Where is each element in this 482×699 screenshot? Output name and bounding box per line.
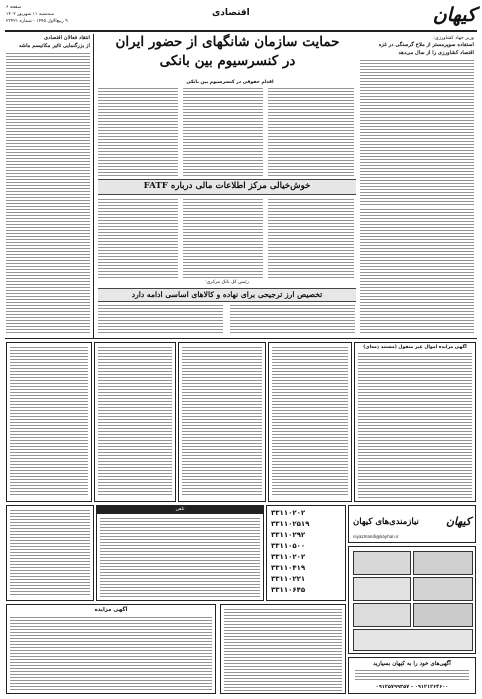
story-3-headline: تخصیص ارز ترجیحی برای نهاده و کالاهای اساسی ادامه دارد [131, 290, 323, 299]
contact-box-phone: ۰۹۱۲۱۲۶۴۶۰۰ - ۰۹۱۲۵۷۹۹۳۵۷ [375, 684, 449, 690]
auction-ad-text [358, 353, 472, 498]
lead-col-1 [98, 88, 178, 176]
contact-box-title: آگهی‌های خود را به کیهان بسپارید [373, 661, 451, 667]
mid-auction-ad [6, 604, 216, 694]
story-2-col-1 [98, 199, 178, 279]
phones-table [96, 505, 264, 601]
niyazmandi-website: niyazmandi@kayhan.ir [353, 534, 399, 539]
story-2-headline: خوش‌خیالی مرکز اطلاعات مالی درباره FATF [143, 181, 311, 191]
mid-auction-text [10, 617, 212, 691]
story-2-col-2 [183, 199, 263, 279]
niyazmandi-logo: کیهان [445, 515, 471, 528]
issue-line: ۹ ربیع‌الاول ۱۴۴۵ - شماره ۲۳۴۲۱ [6, 19, 68, 24]
masthead-logo: کیهان [432, 4, 476, 26]
ad-tile-3 [353, 577, 411, 601]
ad-block-2-text [98, 347, 172, 497]
ad-block-5-text [10, 510, 90, 596]
story-3-kicker: رئیس کل بانک مرکزی: [205, 280, 249, 285]
left-column-divider [93, 34, 94, 338]
phones-header-label: تلفن [175, 507, 185, 512]
ad-block-1-text [10, 347, 88, 497]
ad-tile-6 [413, 603, 473, 627]
niyazmandi-title: نیازمندی‌های کیهان [353, 517, 419, 527]
phone-7: ۳۳۱۱۰۲۲۱ [271, 575, 306, 583]
page-number: صفحه ۶ [6, 5, 22, 10]
lower-ads-left-text [224, 609, 342, 691]
phone-2: ۳۳۱۱۰۲۵۱۹ [271, 520, 310, 528]
ad-block-auction [354, 342, 476, 502]
section-label: اقتصادی [212, 8, 250, 18]
lower-ads-left [220, 604, 346, 694]
ad-tile-7 [353, 629, 473, 651]
phone-1: ۳۳۱۱۰۲۰۲ [271, 509, 306, 517]
ad-tile-2 [413, 551, 473, 575]
phone-number-column [266, 505, 346, 601]
phone-3: ۳۳۱۱۰۲۹۲ [271, 531, 306, 539]
right-column-subhead: اقتصاد کشاورزی را از سال می‌دهد [398, 50, 474, 56]
lead-col-2 [183, 88, 263, 176]
ad-tile-5 [353, 603, 411, 627]
story-3-col-1 [98, 305, 223, 335]
ad-tile-1 [353, 551, 411, 575]
lead-subhead: اقدام حقوقی در کنسرسیوم بین بانکی [186, 80, 274, 85]
story-3-col-2 [230, 305, 355, 335]
ad-block-3 [178, 342, 266, 502]
ad-block-1 [6, 342, 92, 502]
lead-headline-line-2: در کنسرسیوم بین بانکی [159, 53, 296, 69]
phone-6: ۳۳۱۱۰۴۱۹ [271, 564, 306, 572]
phone-4: ۳۳۱۱۰۵۰۰ [271, 542, 306, 550]
ad-block-5 [6, 505, 94, 601]
lead-col-3 [268, 88, 354, 176]
lead-headline-line-1: حمایت سازمان شانگهای از حضور ایران [115, 34, 340, 50]
right-column-headline: استفاده سوپرمستر از ملاخ گرسنگی در غزه [378, 42, 474, 48]
mid-auction-title: آگهی مزایده [94, 607, 128, 613]
ad-block-2 [94, 342, 176, 502]
auction-ad-title: آگهی مزایده اموال غیر منقول (مستند ذمه‌ای) [363, 345, 467, 350]
phone-8: ۳۳۱۱۰۶۴۵ [271, 586, 306, 594]
date-line: سه‌شنبه ۱۱ شهریور ۱۴۰۲ [6, 12, 54, 17]
masthead-rule [5, 30, 477, 32]
ad-block-3-text [182, 347, 262, 497]
articles-bottom-rule [5, 338, 477, 339]
contact-box [348, 657, 476, 694]
phone-5: ۳۳۱۱۰۲۰۲ [271, 553, 306, 561]
left-column-headline-1: انتقاد فعالان اقتصادی [44, 35, 90, 41]
left-column-headline-2: از بزرگنمایی تاثیر مکانیسم ماشه [18, 43, 90, 49]
masthead [0, 0, 482, 32]
small-ad-tiles [348, 546, 476, 654]
niyazmandi-banner [348, 505, 476, 543]
story-2-col-3 [268, 199, 354, 279]
ad-tile-4 [413, 577, 473, 601]
contact-box-text [355, 670, 469, 682]
right-column-text [360, 60, 474, 205]
right-column-kicker: وزیر جهاد کشاورزی: [433, 36, 474, 41]
left-column-text [6, 53, 90, 335]
right-column-text-lower [360, 209, 474, 335]
ad-block-4-text [272, 347, 348, 497]
phones-list [100, 518, 260, 598]
ad-block-4 [268, 342, 352, 502]
